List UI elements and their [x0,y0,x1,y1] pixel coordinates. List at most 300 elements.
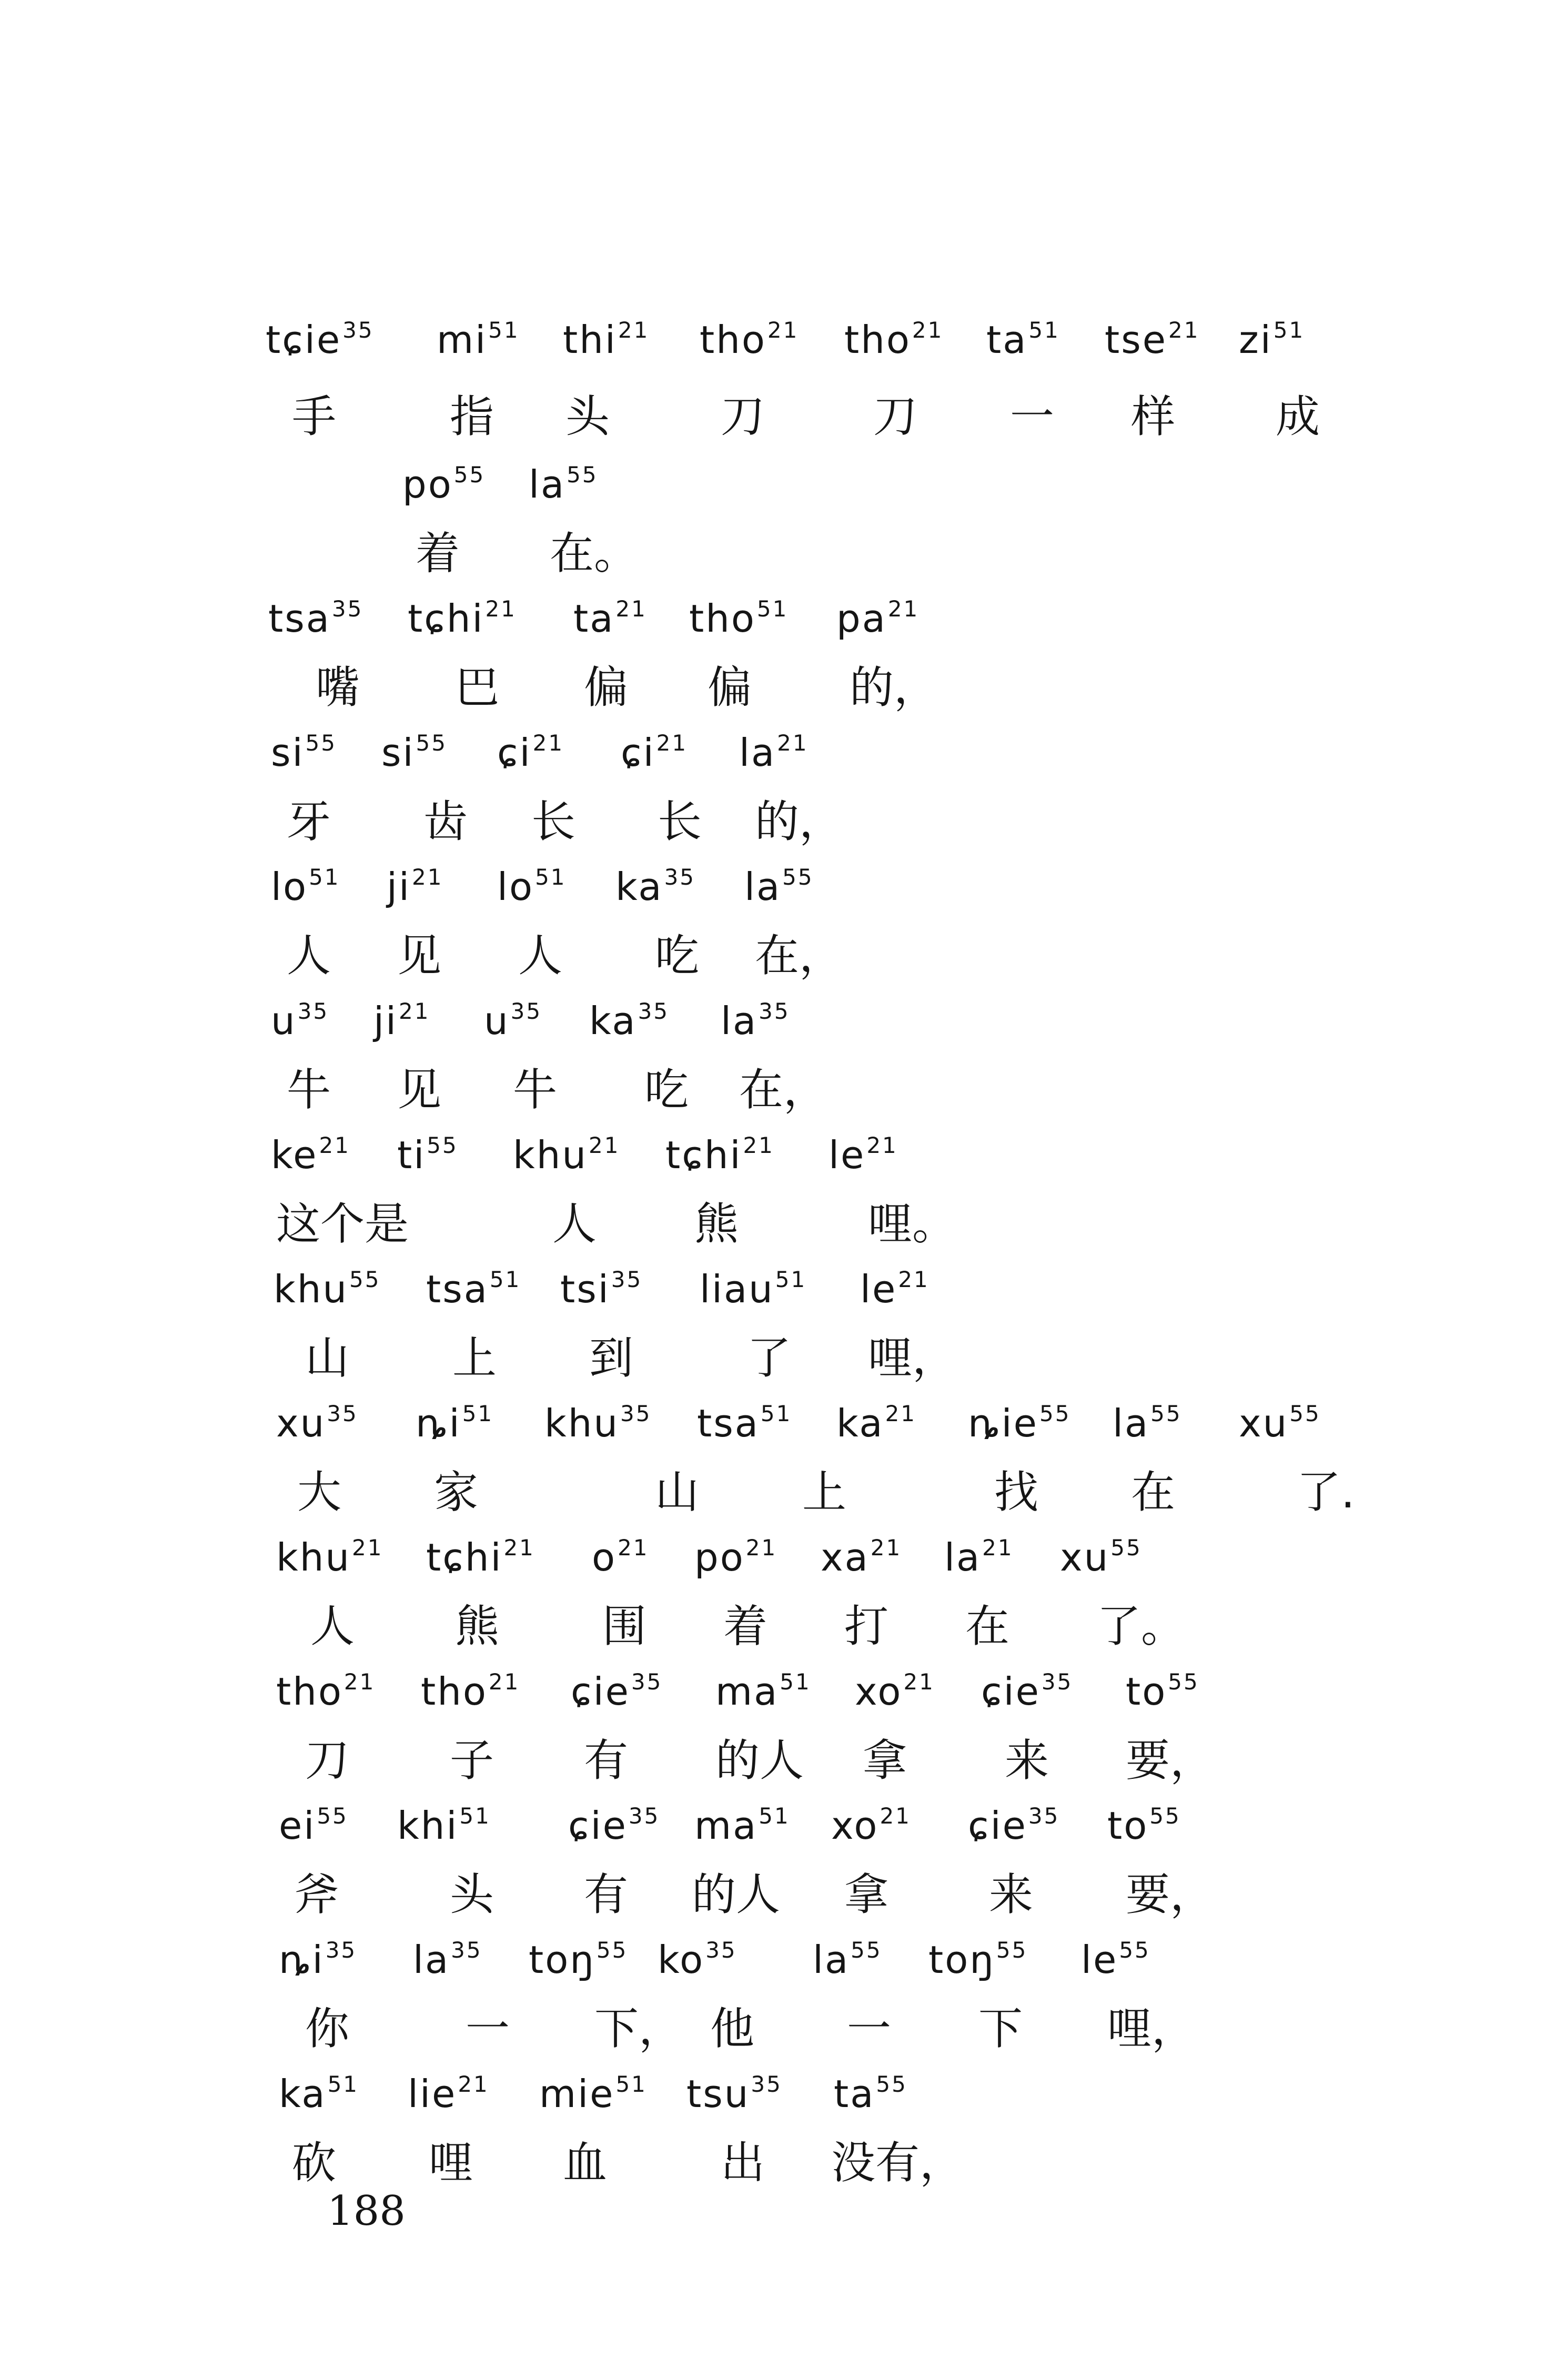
syllable-base: xu [276,1401,326,1445]
tone-number: 21 [343,1669,376,1695]
tone-number: 21 [903,1669,935,1695]
syllable [276,1669,376,1714]
syllable-base: pa [836,596,887,641]
syllable-base: ȵi [279,1938,325,1982]
gloss-word: 牙 [287,796,331,847]
gloss-word: 在 [1131,1466,1176,1518]
syllable-base: u [271,999,297,1043]
gloss-word: 在 [965,1601,1010,1652]
syllable [279,1937,357,1982]
syllable [381,730,447,775]
syllable-base: khu [544,1401,619,1445]
gloss-word: 下 [978,2003,1023,2054]
gloss-word: 到 [589,1332,634,1384]
syllable [658,1937,737,1982]
syllable [621,730,688,775]
gloss-word: 拿 [844,1869,889,1920]
syllable-base: to [1107,1804,1149,1848]
gloss-word: 哩， [868,1332,957,1384]
syllable [1113,1401,1182,1445]
syllable [844,317,944,362]
tone-number: 51 [756,596,789,622]
gloss-word: 熊 [455,1601,500,1652]
tone-number: 55 [1289,1401,1321,1426]
tone-number: 51 [760,1401,792,1426]
gloss-word: 吃 [644,1064,689,1116]
tone-number: 55 [782,864,814,890]
syllable [271,864,340,909]
syllable-base: la [1113,1401,1150,1445]
gloss-word: 手 [292,391,337,442]
syllable-base: si [381,731,415,775]
tone-number: 35 [327,1401,358,1426]
tone-number: 21 [898,1267,930,1292]
syllable-base: zi [1239,318,1272,362]
syllable [387,864,443,909]
gloss-word: 找 [994,1466,1039,1518]
syllable [592,1535,649,1579]
tone-number: 55 [1149,1803,1181,1829]
syllable-base: tsa [426,1267,489,1311]
tone-number: 55 [416,730,447,756]
tone-number: 55 [1110,1535,1142,1561]
gloss-word: 指 [450,391,494,442]
gloss-word: 刀 [305,1735,350,1786]
syllable-base: tse [1105,318,1168,362]
syllable-base: toŋ [928,1938,995,1982]
tone-number: 55 [1119,1937,1150,1963]
syllable [981,1669,1073,1714]
gloss-word: 来 [1005,1735,1049,1786]
tone-number: 21 [532,730,564,756]
tone-number: 35 [325,1937,357,1963]
gloss-word: 了 [747,1332,792,1384]
syllable [266,317,374,362]
syllable [271,998,329,1043]
gloss-word: 一 [1010,391,1055,442]
syllable-base: mie [539,2072,615,2116]
syllable-base: ji [387,865,411,909]
syllable-base: khu [276,1535,351,1579]
tone-number: 35 [638,998,670,1024]
syllable [497,864,567,909]
gloss-word: 来 [989,1869,1034,1920]
syllable [744,864,814,909]
syllable-base: tho [421,1669,488,1714]
syllable [831,1803,911,1848]
tone-number: 21 [1168,317,1200,343]
tone-number: 35 [705,1937,737,1963]
syllable [276,1401,358,1445]
gloss-word: 打 [844,1601,889,1652]
syllable-base: xo [855,1669,903,1714]
syllable-base: ɕie [571,1669,630,1714]
gloss-word: 在。 [550,528,639,579]
syllable [686,2071,782,2116]
gloss-word: 刀 [721,391,765,442]
syllable [276,1535,383,1579]
tone-number: 21 [488,1669,520,1695]
syllable-base: ma [715,1669,779,1714]
syllable-base: po [402,462,453,507]
syllable-base: ɕi [621,731,655,775]
tone-number: 51 [489,1267,521,1292]
syllable-base: thi [563,318,617,362]
syllable [560,1267,643,1311]
gloss-word: 在， [739,1064,828,1116]
syllable-base: tsi [560,1267,610,1311]
syllable [271,730,337,775]
syllable-base: tsa [268,596,331,641]
gloss-word: 见 [397,930,442,981]
syllable-base: tho [700,318,766,362]
tone-number: 51 [459,1803,491,1829]
tone-number: 21 [866,1132,898,1158]
syllable-base: lo [271,865,308,909]
syllable-base: xo [831,1804,879,1848]
tone-number: 35 [631,1669,663,1695]
gloss-word: 拿 [863,1735,907,1786]
syllable-base: to [1126,1669,1167,1714]
syllable [397,1132,458,1177]
syllable-base: la [413,1938,450,1982]
gloss-word: 齿 [423,796,468,847]
syllable [697,1401,792,1445]
gloss-word: 人 [552,1198,597,1250]
syllable [416,1401,494,1445]
gloss-word: 着 [416,528,460,579]
gloss-word: 没有， [831,2137,964,2189]
syllable-base: ti [397,1133,426,1177]
tone-number: 55 [317,1803,348,1829]
tone-number: 55 [427,1132,458,1158]
syllable-base: liau [700,1267,774,1311]
syllable [279,2071,359,2116]
gloss-word: 山 [305,1332,350,1384]
syllable [437,317,520,362]
syllable-base: ta [573,596,615,641]
gloss-word: 上 [452,1332,497,1384]
syllable [944,1535,1014,1579]
tone-number: 55 [596,1937,628,1963]
gloss-word: 巴 [455,662,500,713]
syllable-base: lie [408,2072,457,2116]
syllable [715,1669,811,1714]
tone-number: 21 [618,317,650,343]
tone-number: 21 [982,1535,1014,1561]
syllable-base: tsu [686,2072,750,2116]
tone-number: 51 [615,2071,647,2097]
tone-number: 51 [759,1803,790,1829]
gloss-word: 一 [466,2003,510,2054]
syllable-base: si [271,731,305,775]
syllable [513,1132,620,1177]
tone-number: 51 [1273,317,1305,343]
gloss-word: 的， [850,662,938,713]
gloss-word: 头 [565,391,610,442]
gloss-word: 长 [531,796,576,847]
tone-number: 55 [851,1937,882,1963]
syllable [836,596,920,641]
syllable [700,1267,807,1311]
gloss-word: 一 [847,2003,892,2054]
tone-number: 21 [743,1132,774,1158]
syllable [408,596,517,641]
tone-number: 55 [453,462,486,488]
syllable [694,1803,790,1848]
tone-number: 35 [510,998,542,1024]
syllable [484,998,542,1043]
gloss-word: 了。 [1097,1601,1186,1652]
syllable [1126,1669,1199,1714]
tone-number: 55 [876,2071,907,2097]
tone-number: 21 [777,730,809,756]
tone-number: 35 [628,1803,660,1829]
tone-number: 21 [351,1535,383,1561]
tone-number: 55 [1168,1669,1199,1695]
syllable-base: la [529,462,566,507]
gloss-word: 偏 [584,662,629,713]
syllable [834,2071,907,2116]
gloss-word: 出 [721,2137,765,2189]
syllable [1060,1535,1142,1579]
gloss-word: 上 [802,1466,847,1518]
syllable [821,1535,902,1579]
syllable-base: tɕhi [408,596,484,641]
tone-number: 55 [349,1267,381,1292]
syllable [1239,1401,1321,1445]
gloss-word: 他 [710,2003,755,2054]
syllable-base: ȵie [968,1401,1038,1445]
syllable-base: la [744,865,782,909]
gloss-word: 见 [397,1064,442,1116]
gloss-word: 斧 [295,1869,339,1920]
gloss-word: 要， [1126,1735,1215,1786]
syllable-base: tho [844,318,911,362]
gloss-word: 嘴 [316,662,360,713]
syllable [421,1669,520,1714]
syllable [426,1267,521,1311]
syllable-base: toŋ [529,1938,595,1982]
syllable-base: tɕhi [426,1535,503,1579]
syllable [539,2071,647,2116]
tone-number: 21 [399,998,430,1024]
gloss-word: 要， [1126,1869,1215,1920]
syllable-base: la [739,731,776,775]
gloss-word: 哩 [429,2137,473,2189]
tone-number: 55 [1150,1401,1182,1426]
tone-number: 51 [462,1401,494,1426]
gloss-word: 成 [1276,391,1320,442]
gloss-word: 的， [755,796,844,847]
tone-number: 21 [458,2071,489,2097]
syllable-base: khi [397,1804,459,1848]
syllable [689,596,789,641]
syllable [700,317,799,362]
tone-number: 55 [567,462,598,488]
gloss-word: 着 [723,1601,768,1652]
tone-number: 35 [297,998,329,1024]
gloss-word: 偏 [708,662,752,713]
syllable-base: la [721,999,758,1043]
syllable [829,1132,898,1177]
syllable [860,1267,930,1311]
gloss-word: 在， [755,930,844,981]
syllable-base: ka [279,2072,327,2116]
gloss-word: 家 [434,1466,479,1518]
gloss-word: 了. [1297,1466,1355,1518]
tone-number: 35 [342,317,374,343]
tone-number: 35 [1041,1669,1073,1695]
gloss-word: 这个是 [276,1198,409,1250]
tone-number: 21 [885,1401,917,1426]
syllable-base: tho [689,596,756,641]
tone-number: 55 [996,1937,1028,1963]
tone-number: 51 [1028,317,1060,343]
syllable-base: o [592,1535,617,1579]
tone-number: 21 [912,317,944,343]
syllable-base: le [1081,1938,1118,1982]
syllable [1081,1937,1150,1982]
syllable-base: ta [986,318,1028,362]
syllable-base: xu [1239,1401,1289,1445]
tone-number: 35 [664,864,696,890]
tone-number: 21 [485,596,517,622]
syllable [279,1803,348,1848]
syllable [271,1132,350,1177]
syllable-base: le [860,1267,897,1311]
syllable-base: ta [834,2072,875,2116]
gloss-word: 样 [1131,391,1176,442]
gloss-word: 人 [287,930,331,981]
syllable-base: khu [513,1133,588,1177]
syllable [544,1401,652,1445]
tone-number: 55 [1039,1401,1071,1426]
tone-number: 51 [327,2071,359,2097]
syllable [573,596,647,641]
gloss-word: 刀 [873,391,918,442]
tone-number: 51 [488,317,520,343]
syllable-base: xa [821,1535,870,1579]
tone-number: 21 [588,1132,620,1158]
syllable [268,596,363,641]
tone-number: 35 [331,596,363,622]
syllable [497,730,564,775]
gloss-word: 的人 [715,1735,804,1786]
syllable [928,1937,1028,1982]
syllable-base: ka [589,999,637,1043]
tone-number: 35 [751,2071,782,2097]
tone-number: 35 [611,1267,643,1292]
syllable-base: ke [271,1133,318,1177]
syllable [739,730,809,775]
syllable-base: tsa [697,1401,760,1445]
syllable-base: tɕhi [665,1133,742,1177]
tone-number: 51 [775,1267,807,1292]
tone-number: 21 [412,864,443,890]
gloss-word: 有 [584,1869,629,1920]
syllable-base: xu [1060,1535,1110,1579]
syllable-base: u [484,999,510,1043]
syllable [397,1803,491,1848]
syllable-base: tɕie [266,318,342,362]
gloss-word: 牛 [287,1064,331,1116]
syllable [408,2071,489,2116]
syllable [402,462,486,507]
gloss-word: 哩， [1107,2003,1196,2054]
syllable-base: ka [615,865,663,909]
syllable [563,317,650,362]
syllable-base: lo [497,865,534,909]
page-number: 188 [327,2187,406,2235]
gloss-word: 哩。 [868,1198,957,1250]
tone-number: 35 [620,1401,652,1426]
gloss-word: 子 [450,1735,494,1786]
syllable [721,998,790,1043]
syllable [373,998,430,1043]
tone-number: 21 [656,730,688,756]
syllable-base: ka [836,1401,884,1445]
syllable [1105,317,1200,362]
gloss-word: 长 [658,796,702,847]
syllable-base: ɕie [981,1669,1040,1714]
syllable [813,1937,882,1982]
tone-number: 55 [305,730,337,756]
tone-number: 21 [887,596,920,622]
gloss-word: 你 [305,2003,350,2054]
syllable [568,1803,660,1848]
syllable-base: ɕie [968,1804,1027,1848]
tone-number: 21 [767,317,799,343]
syllable-base: la [944,1535,982,1579]
syllable [529,1937,628,1982]
syllable [1107,1803,1181,1848]
syllable-base: ɕie [568,1804,628,1848]
gloss-word: 山 [655,1466,700,1518]
gloss-word: 血 [563,2137,608,2189]
syllable-base: mi [437,318,488,362]
syllable-base: ko [658,1938,705,1982]
syllable-base: khu [274,1267,348,1311]
syllable-base: la [813,1938,850,1982]
syllable-base: ma [694,1804,758,1848]
gloss-word: 熊 [694,1198,739,1250]
tone-number: 35 [1028,1803,1060,1829]
syllable [615,864,696,909]
tone-number: 35 [451,1937,482,1963]
tone-number: 21 [870,1535,902,1561]
gloss-word: 围 [602,1601,647,1652]
gloss-word: 牛 [513,1064,558,1116]
syllable [855,1669,935,1714]
syllable [529,462,598,507]
syllable-base: ei [279,1804,316,1848]
tone-number: 21 [503,1535,535,1561]
syllable [665,1132,774,1177]
syllable [571,1669,663,1714]
syllable [274,1267,381,1311]
syllable [589,998,670,1043]
syllable-base: le [829,1133,866,1177]
gloss-word: 头 [450,1869,494,1920]
tone-number: 51 [309,864,340,890]
gloss-word: 有 [584,1735,629,1786]
syllable [1239,317,1305,362]
tone-number: 35 [759,998,790,1024]
tone-number: 51 [780,1669,811,1695]
gloss-word: 砍 [292,2137,337,2189]
syllable [986,317,1060,362]
